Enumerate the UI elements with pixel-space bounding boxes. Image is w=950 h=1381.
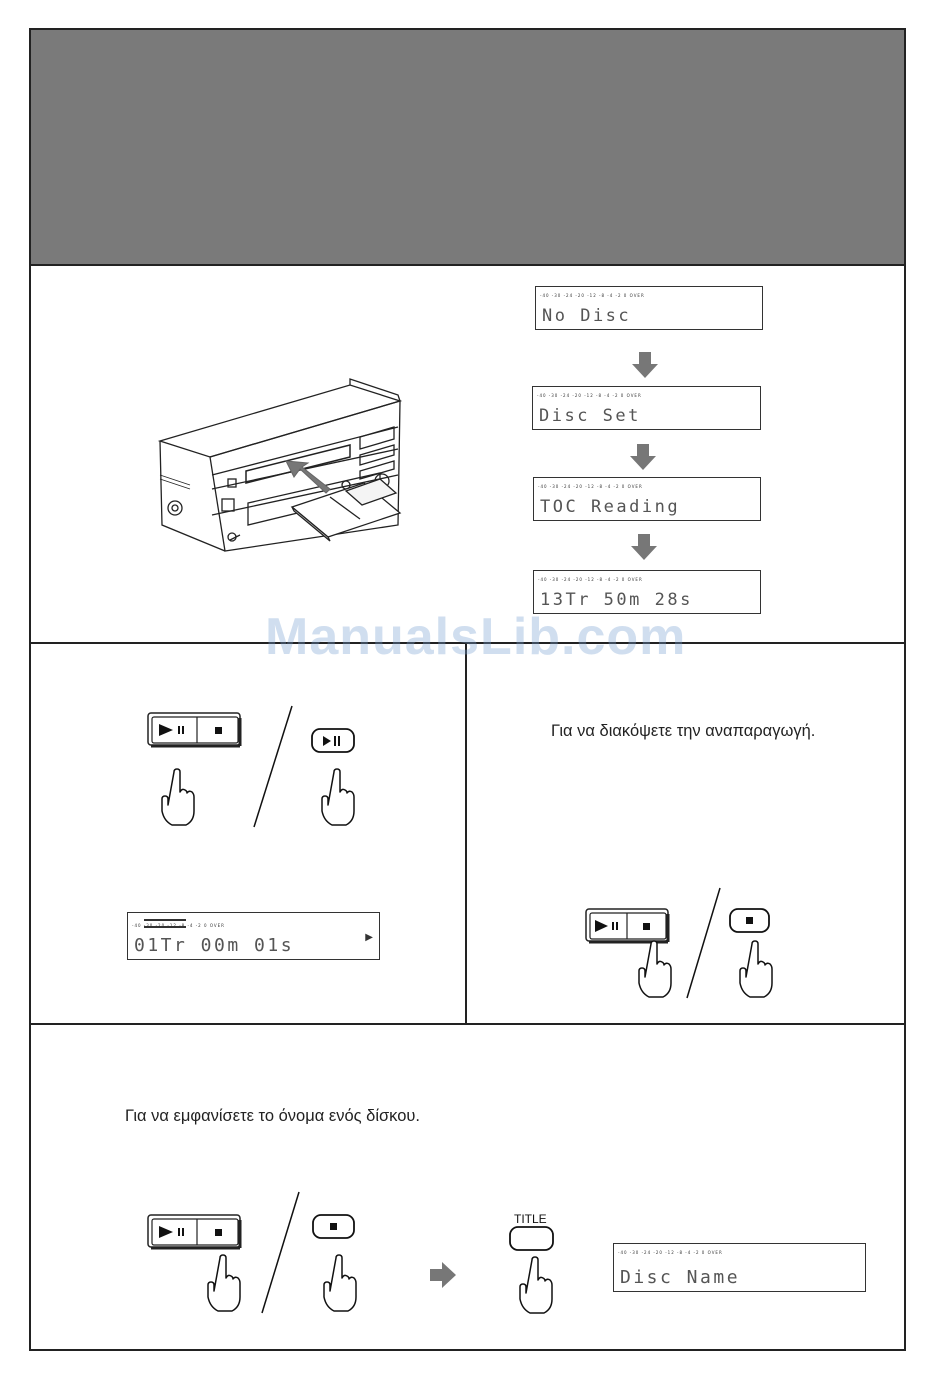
title-button-label: TITLE bbox=[514, 1212, 547, 1226]
display-no-disc bbox=[535, 286, 763, 330]
stop-caption: Για να διακόψετε την αναπαραγωγή. bbox=[551, 722, 816, 740]
slash-divider bbox=[684, 886, 724, 1001]
down-arrow-icon bbox=[632, 352, 658, 378]
finger-press-icon bbox=[320, 768, 358, 828]
display-playback bbox=[127, 912, 380, 960]
page-frame bbox=[29, 28, 906, 1351]
down-arrow-icon bbox=[630, 444, 656, 470]
finger-press-icon bbox=[322, 1254, 360, 1314]
finger-press-icon bbox=[637, 940, 675, 1000]
md-deck-illustration bbox=[150, 375, 410, 555]
disc-name-caption: Για να εμφανίσετε το όνομα ενός δίσκου. bbox=[125, 1107, 421, 1125]
display-text: 13Tr 50m 28s bbox=[540, 590, 693, 610]
title-button bbox=[509, 1226, 555, 1252]
finger-press-icon bbox=[206, 1254, 244, 1314]
divider-vertical bbox=[465, 643, 467, 1024]
stop-button bbox=[729, 908, 771, 934]
level-meter-scale: -40 -30 -24 -20 -12 -8 -4 -2 0 OVER bbox=[538, 484, 643, 489]
play-pause-button bbox=[311, 728, 355, 754]
display-text: Disc Set bbox=[539, 406, 641, 426]
level-meter-scale: -40 -30 -24 -20 -12 -8 -4 -2 0 OVER bbox=[538, 577, 643, 582]
right-arrow-icon bbox=[430, 1262, 456, 1288]
down-arrow-icon bbox=[631, 534, 657, 560]
play-stop-button-panel bbox=[585, 908, 671, 944]
divider-3 bbox=[31, 1023, 904, 1025]
display-text: TOC Reading bbox=[540, 497, 681, 517]
finger-press-icon bbox=[738, 940, 776, 1000]
level-meter-scale: -40 -30 -20 -12 -8 -4 -2 0 OVER bbox=[132, 923, 225, 928]
play-stop-button-panel bbox=[147, 1214, 243, 1250]
play-indicator-icon: ▶ bbox=[365, 932, 373, 943]
display-disc-set bbox=[532, 386, 761, 430]
display-text: 01Tr 00m 01s bbox=[134, 935, 295, 956]
display-toc-reading bbox=[533, 477, 761, 521]
play-stop-button-panel bbox=[147, 712, 243, 748]
level-meter-scale: -40 -30 -24 -20 -12 -8 -4 -2 0 OVER bbox=[618, 1250, 723, 1255]
finger-press-icon bbox=[160, 768, 198, 828]
divider-1 bbox=[31, 264, 904, 266]
level-meter-scale: -40 -30 -24 -20 -12 -8 -4 -2 0 OVER bbox=[537, 393, 642, 398]
watermark: ManualsLib.com bbox=[265, 608, 687, 666]
slash-divider bbox=[250, 704, 295, 829]
finger-press-icon bbox=[518, 1256, 556, 1316]
slash-divider bbox=[259, 1190, 301, 1315]
display-text: No Disc bbox=[542, 306, 632, 326]
level-meter-scale: -40 -30 -24 -20 -12 -8 -4 -2 0 OVER bbox=[540, 293, 645, 298]
display-text: Disc Name bbox=[620, 1267, 741, 1288]
stop-button bbox=[312, 1214, 356, 1240]
display-disc-name bbox=[613, 1243, 866, 1292]
